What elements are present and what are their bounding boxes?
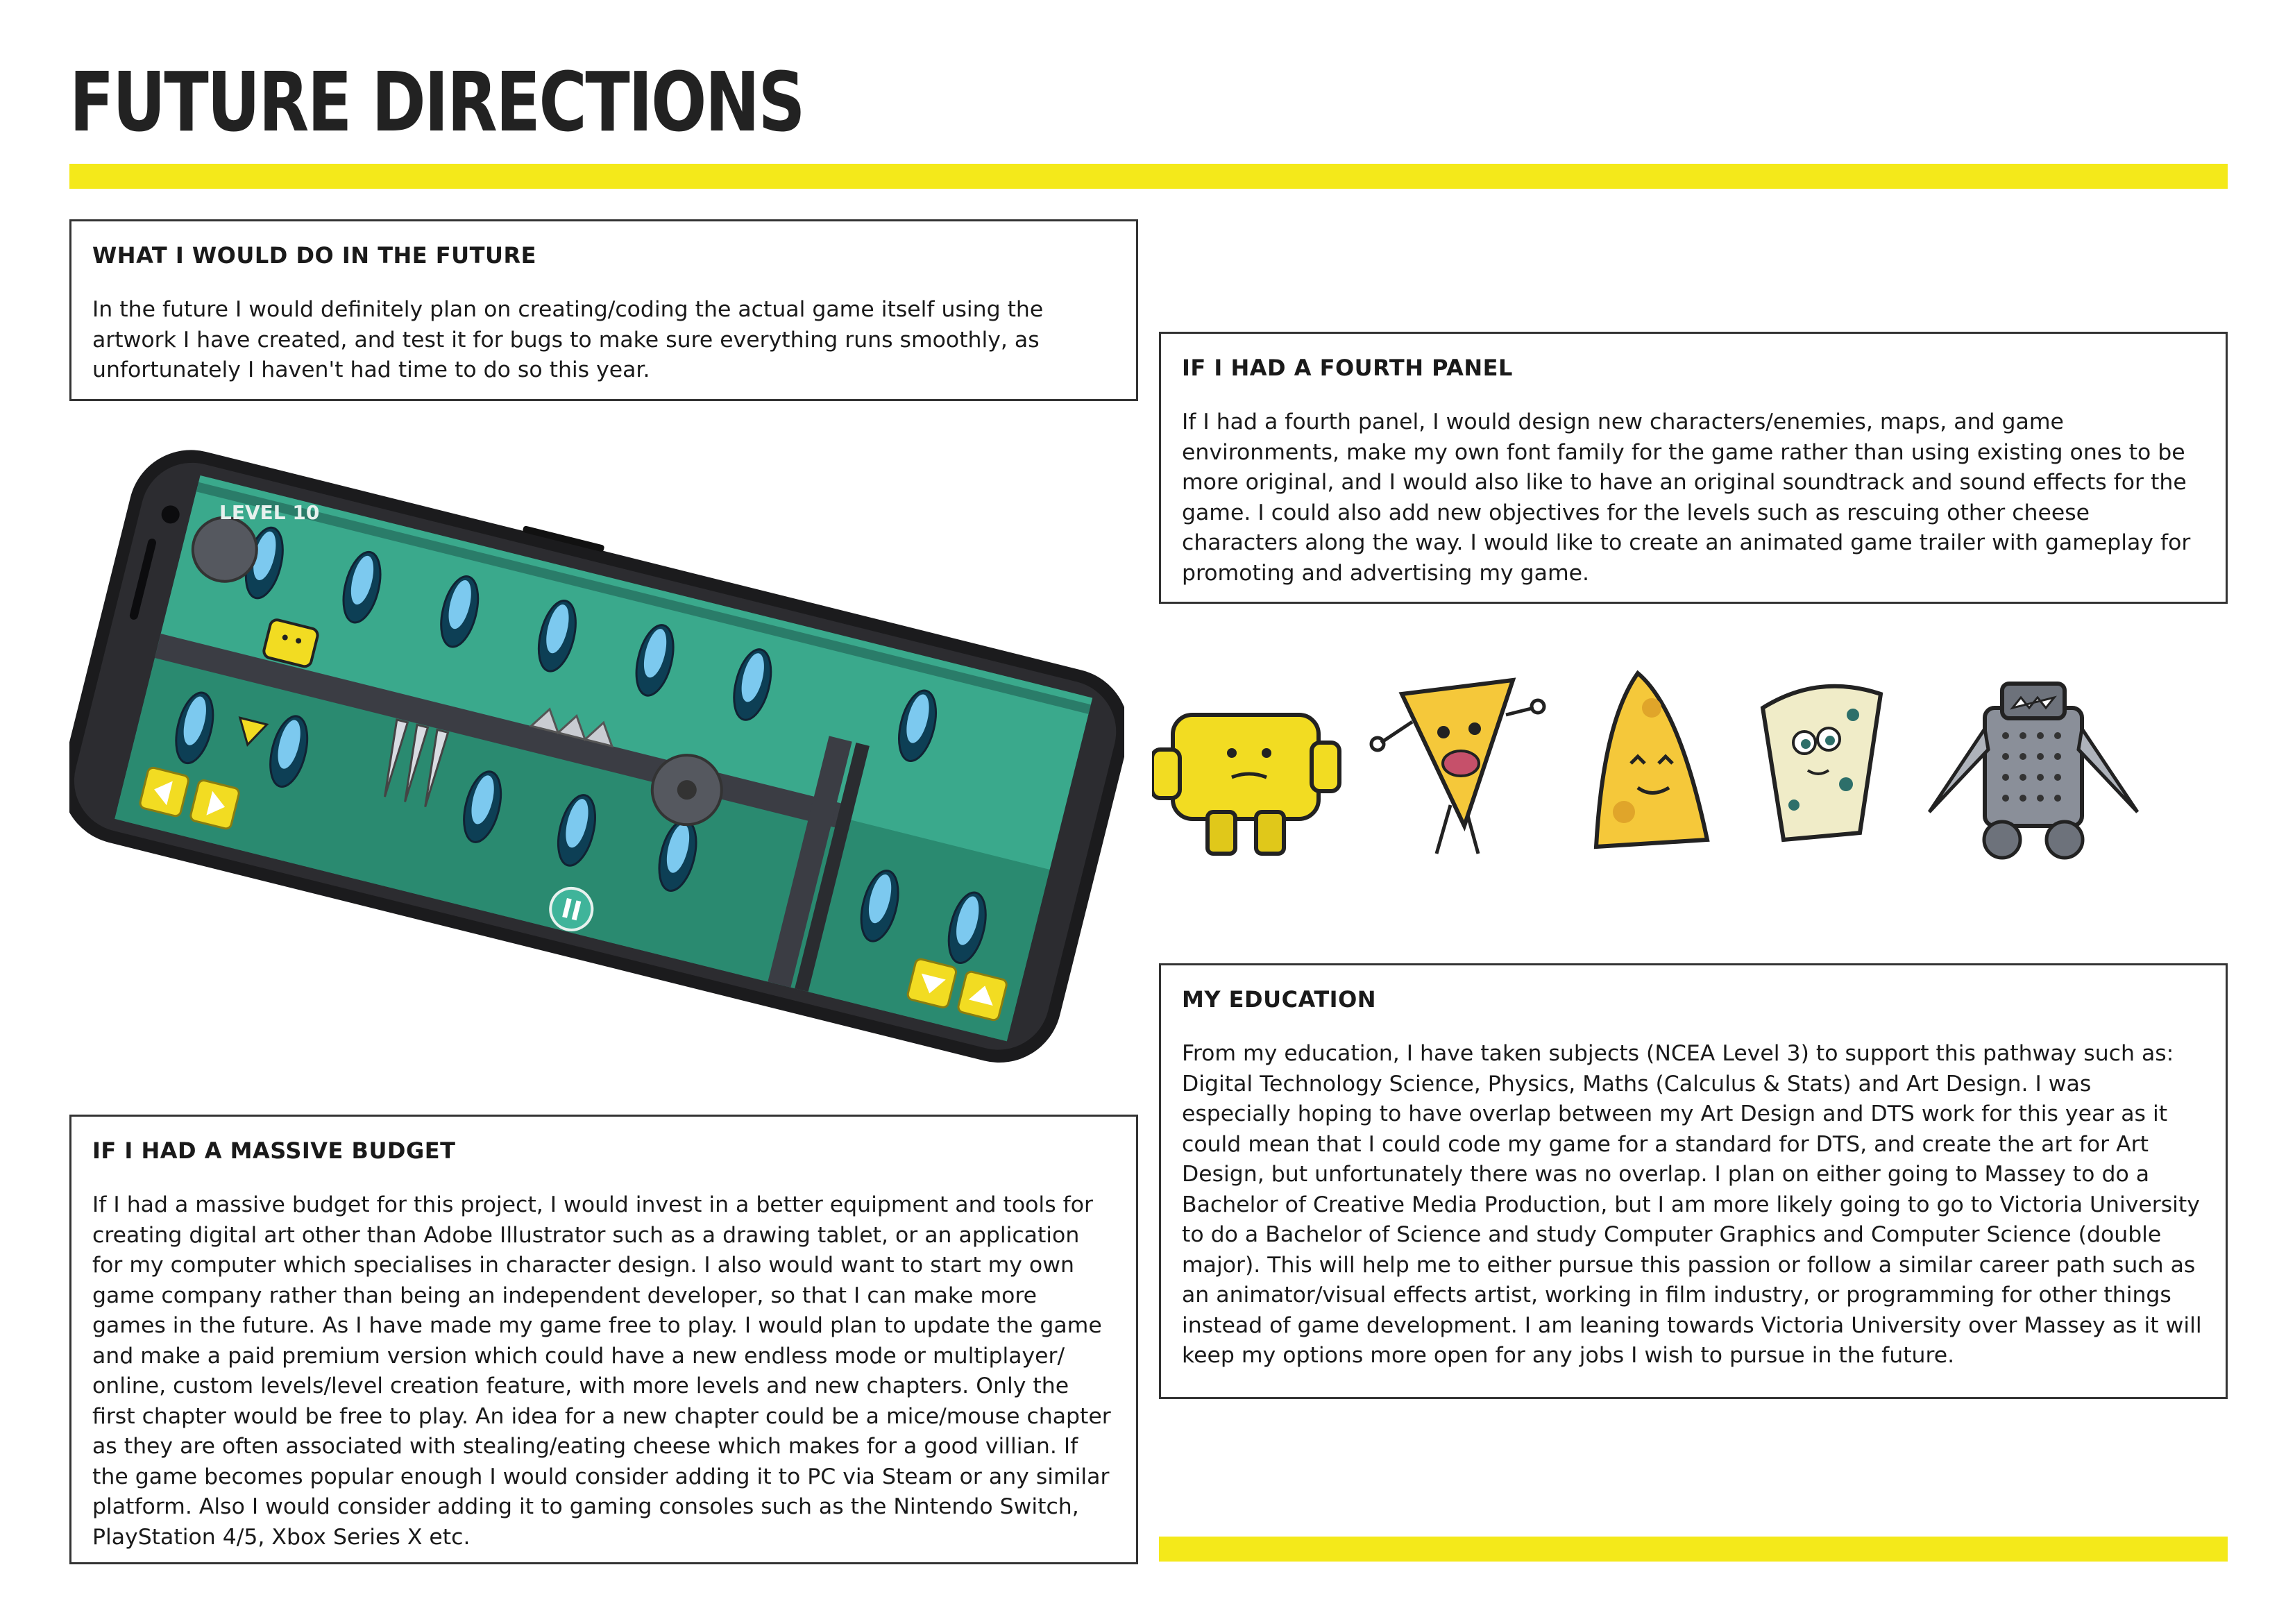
future-heading: WHAT I WOULD DO IN THE FUTURE — [92, 242, 536, 269]
arrow-up-button[interactable] — [957, 971, 1008, 1022]
fourth-panel-heading: IF I HAD A FOURTH PANEL — [1182, 355, 1513, 381]
game-phone-mockup — [69, 416, 1124, 1083]
cheese-triangle-character — [1596, 673, 1707, 847]
fourth-panel-body: If I had a fourth panel, I would design new characters/enemies, maps, and game environments, make my own font family for the game rather than using existing ones to be more original, and I would also like to have an original soundtrack and sound effects for the game. I could also add new objectives for the levels such as rescuing other cheese characters along the way. I would like to create an animated game trailer with gameplay for promoting and advertising my game. — [1182, 409, 2191, 586]
cheese-wedge-character — [1371, 680, 1544, 854]
future-section — [69, 219, 1138, 401]
cheese-grater-robot-character — [1929, 684, 2137, 858]
budget-section — [69, 1115, 1138, 1564]
arrow-left-button[interactable] — [139, 767, 189, 818]
footer-yellow-bar — [1159, 1537, 2228, 1562]
budget-heading: IF I HAD A MASSIVE BUDGET — [92, 1137, 456, 1164]
game-level-label: LEVEL 10 — [219, 500, 320, 524]
blue-cheese-character — [1763, 686, 1881, 840]
fourth-panel-section — [1159, 332, 2228, 604]
education-body: From my education, I have taken subjects (NCEA Level 3) to support this pathway such as: Digital Technology Science, Physics, Maths (Calculus & Stats) and Art Design. I was especially hoping to have overlap between my Art Design and DTS work for this year as it could mean that I could code my game for a standard for DTS, and create the art for Art Design, but unfortunately there was no overlap. I plan on either going to Massey to do a Bachelor of Creative Media Production, but I am more likely going to go to Victoria University to do a Bachelor of Science and study Computer Graphics and Computer Science (double major). This will help me to either pursue this passion or follow a similar career path such as an animator/visual effects artist, working in film industry, or programming for other things instead of game development. I am leaning towards Victoria University over Massey as it will keep my options more open for any jobs I wish to pursue in the future. — [1182, 1041, 2202, 1368]
education-section — [1159, 963, 2228, 1399]
header-yellow-bar — [69, 164, 2228, 189]
arrow-down-button[interactable] — [906, 958, 957, 1008]
arrow-right-button[interactable] — [189, 779, 240, 830]
character-lineup — [1152, 666, 2235, 888]
education-heading: MY EDUCATION — [1182, 986, 1377, 1013]
future-body: In the future I would definitely plan on creating/coding the actual game itself using the artwork I have created, and test it for bugs to make sure everything runs smoothly, as unfortunately I haven't had time to do so this year. — [92, 297, 1044, 382]
budget-body: If I had a massive budget for this project, I would invest in a better equipment and tools for creating digital art other than Adobe Illustrator such as a drawing tablet, or an application for my computer which specialises in character design. I also would want to start my own game company rather than being an independent developer, so that I can make more games in the future. As I have made my game free to play. I would plan to update the game and make a paid premium version which could have a new endless mode or multiplayer/ online, custom levels/level creation feature, with more levels and new chapters. Only the first chapter would be free to play. An idea for a new chapter could be a mice/mouse chapter as they are often associated with stealing/eating cheese which makes for a good villian. If the game becomes popular enough I would consider adding it to PC via Steam or any similar platform. Also I would consider adding it to gaming consoles such as the Nintendo Switch, PlayStation 4/5, Xbox Series X etc. — [92, 1192, 1111, 1550]
page-title: FUTURE DIRECTIONS — [69, 54, 804, 150]
cheese-block-character — [1152, 715, 1339, 854]
